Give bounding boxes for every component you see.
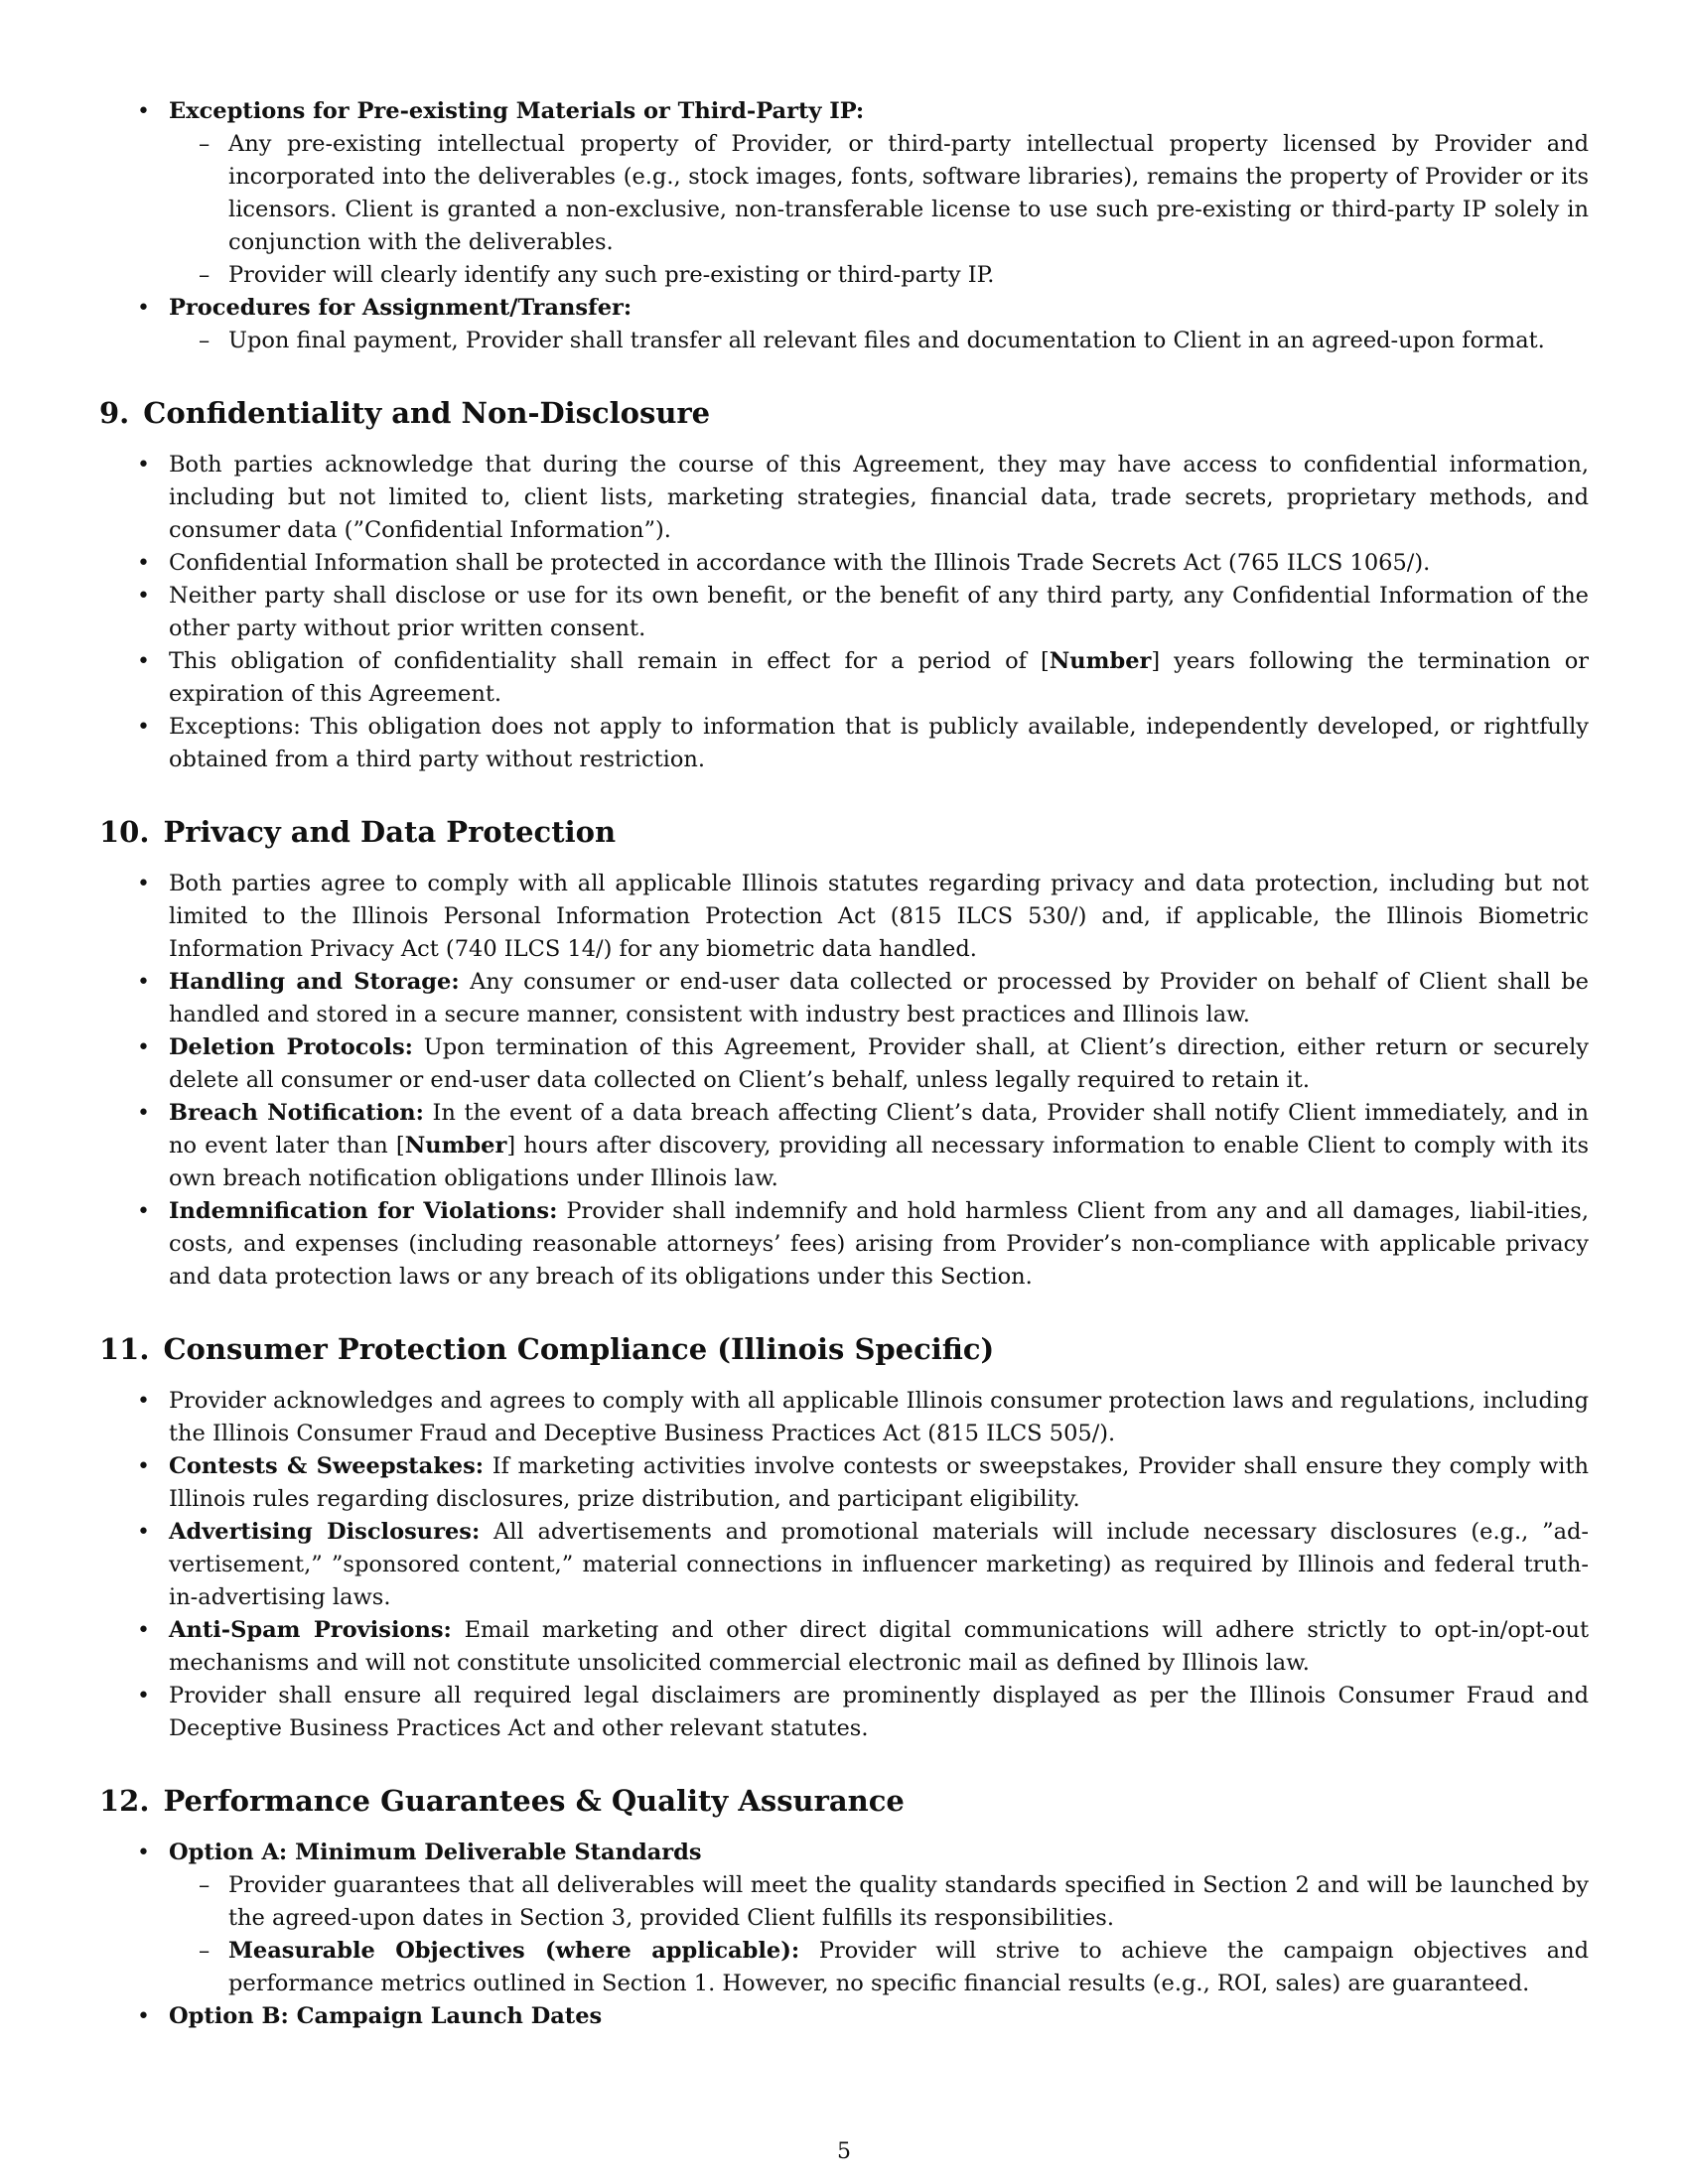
sub-list-item xyxy=(169,1935,1589,2000)
text-span: Any consumer or end-user data collected or processed by Provider on behalf of Client shall be handled and stored in a secure manner, consistent with industry best practices and Illinois law. xyxy=(169,969,1589,1027)
text-span: If marketing activities involve contests or sweepstakes, Provider shall ensure they comply with Illinois rules regarding disclosures, prize distribution, and participant eligibility. xyxy=(169,1453,1589,1512)
section-heading-10 xyxy=(99,814,1589,850)
section-number: 12. xyxy=(99,1784,150,1818)
placeholder-number: Number xyxy=(1049,648,1152,674)
list-item: • Provider acknowledges and agrees to comply with all applicable Illinois consumer protection laws and regulations, including the Illinois Consumer Fraud and Deceptive Business Practices Act (815 ILCS 505/). xyxy=(99,1385,1589,1450)
list-item: • Both parties acknowledge that during the course of this Agreement, they may have access to confidential information, including but not limited to, client lists, marketing strategies, financial data, trade secrets, proprietary methods, and consumer data (”Confidential Information”). xyxy=(99,449,1589,547)
bullet-title: Procedures for Assignment/Transfer: xyxy=(169,295,633,321)
list-item xyxy=(99,1516,1589,1614)
list-item: • Both parties agree to comply with all applicable Illinois statutes regarding privacy and data protection, including but not limited to the Illinois Personal Information Protection Act (815 ILCS 530/) and, if applicable, the Illinois Biometric Information Privacy Act (740 ILCS 14/) for any biometric data handled. xyxy=(99,868,1589,966)
list-item xyxy=(99,1837,1589,2000)
bullet-label: Anti-Spam Provisions: xyxy=(169,1617,452,1643)
sub-list-item: – Provider guarantees that all deliverables will meet the quality standards specified in Section 2 and will be launched by the agreed-upon dates in Section 3, provided Client fulfills its responsibilities. xyxy=(169,1869,1589,1935)
bullet-title: Exceptions for Pre-existing Materials or Third-Party IP: xyxy=(169,98,865,124)
section-12-list xyxy=(99,1837,1589,2033)
section-title: Confidentiality and Non-Disclosure xyxy=(143,396,711,430)
ip-continuation-list xyxy=(99,95,1589,357)
text-span: In the event of a data breach affecting Client’s data, Provider shall notify Client immediately, and in no event later than [ xyxy=(169,1100,1589,1159)
list-item: • Provider shall ensure all required legal disclaimers are prominently displayed as per the Illinois Consumer Fraud and Deceptive Business Practices Act and other relevant statutes. xyxy=(99,1680,1589,1745)
section-title: Performance Guarantees & Quality Assurance xyxy=(163,1784,905,1818)
text-span: Provider shall indemnify and hold harmless Client from any and all damages, liabil-ities, costs, and expenses (including reasonable attorneys’ fees) arising from Provider’s non-compliance with applicable privacy and data protection laws or any breach of its obligations under this Section. xyxy=(169,1198,1589,1290)
section-number: 9. xyxy=(99,396,130,430)
bullet-label: Contests & Sweepstakes: xyxy=(169,1453,485,1479)
bullet-label: Deletion Protocols: xyxy=(169,1034,413,1060)
sub-list xyxy=(169,1869,1589,2000)
section-10-list xyxy=(99,868,1589,1294)
section-9-list xyxy=(99,449,1589,776)
section-number: 11. xyxy=(99,1332,150,1366)
text-span: Email marketing and other direct digital communications will adhere strictly to opt-in/opt-out mechanisms and will not constitute unsolicited commercial electronic mail as defined by Illinois law. xyxy=(169,1617,1589,1676)
sub-list xyxy=(169,128,1589,292)
list-item xyxy=(99,966,1589,1031)
page-number: 5 xyxy=(837,2139,851,2164)
list-item xyxy=(99,95,1589,292)
bullet-label: Advertising Disclosures: xyxy=(169,1519,481,1545)
list-item xyxy=(99,1450,1589,1516)
list-item xyxy=(99,1195,1589,1294)
list-item xyxy=(99,1614,1589,1680)
section-heading-12 xyxy=(99,1783,1589,1819)
bullet-label: Handling and Storage: xyxy=(169,969,460,995)
list-item: • Neither party shall disclose or use for its own benefit, or the benefit of any third party, any Confidential Information of the other party without prior written consent. xyxy=(99,580,1589,645)
section-11-list xyxy=(99,1385,1589,1745)
list-item xyxy=(99,292,1589,357)
section-number: 10. xyxy=(99,815,150,849)
list-item xyxy=(99,645,1589,711)
text-span: ] years following the termination or expiration of this Agreement. xyxy=(169,648,1589,707)
list-item: • Confidential Information shall be protected in accordance with the Illinois Trade Secrets Act (765 ILCS 1065/). xyxy=(99,547,1589,580)
section-title: Privacy and Data Protection xyxy=(163,815,617,849)
bullet-label: Measurable Objectives (where applicable): xyxy=(228,1938,800,1964)
page-content xyxy=(99,95,1589,2033)
sub-list xyxy=(169,325,1589,357)
section-heading-11 xyxy=(99,1331,1589,1367)
bullet-label: Indemnification for Violations: xyxy=(169,1198,558,1224)
text-span: Upon termination of this Agreement, Provider shall, at Client’s direction, either return or securely delete all consumer or end-user data collected on Client’s behalf, unless legally required to retain it. xyxy=(169,1034,1589,1093)
bullet-title: Option A: Minimum Deliverable Standards xyxy=(169,1840,702,1865)
text-span: ] hours after discovery, providing all necessary information to enable Client to comply with its own breach notification obligations under Illinois law. xyxy=(169,1133,1589,1191)
bullet-label: Breach Notification: xyxy=(169,1100,424,1126)
bullet-title: Option B: Campaign Launch Dates xyxy=(169,2003,603,2029)
list-item xyxy=(99,1097,1589,1195)
placeholder-number: Number xyxy=(404,1133,507,1159)
list-item xyxy=(99,1031,1589,1097)
list-item xyxy=(99,2000,1589,2033)
section-title: Consumer Protection Compliance (Illinois Specific) xyxy=(163,1332,995,1366)
text-span: This obligation of confidentiality shall remain in effect for a period of [ xyxy=(169,648,1050,674)
section-heading-9 xyxy=(99,395,1589,431)
list-item: • Exceptions: This obligation does not apply to information that is publicly available, independently developed, or rightfully obtained from a third party without restriction. xyxy=(99,711,1589,776)
text-span: Provider will strive to achieve the campaign objectives and performance metrics outlined in Section 1. However, no specific financial results (e.g., ROI, sales) are guaranteed. xyxy=(228,1938,1589,1996)
sub-list-item: – Provider will clearly identify any such pre-existing or third-party IP. xyxy=(169,259,1589,292)
sub-list-item: – Upon final payment, Provider shall transfer all relevant files and documentation to Client in an agreed-upon format. xyxy=(169,325,1589,357)
text-span: All advertisements and promotional materials will include necessary disclosures (e.g., ”ad-vertisement,” ”sponsored content,” material connections in influencer marketing) as required by Illinois and federal truth-in-advertising laws. xyxy=(169,1519,1589,1610)
sub-list-item: – Any pre-existing intellectual property of Provider, or third-party intellectual property licensed by Provider and incorporated into the deliverables (e.g., stock images, fonts, software libraries), remains the property of Provider or its licensors. Client is granted a non-exclusive, non-transferable license to use such pre-existing or third-party IP solely in conjunction with the deliverables. xyxy=(169,128,1589,259)
